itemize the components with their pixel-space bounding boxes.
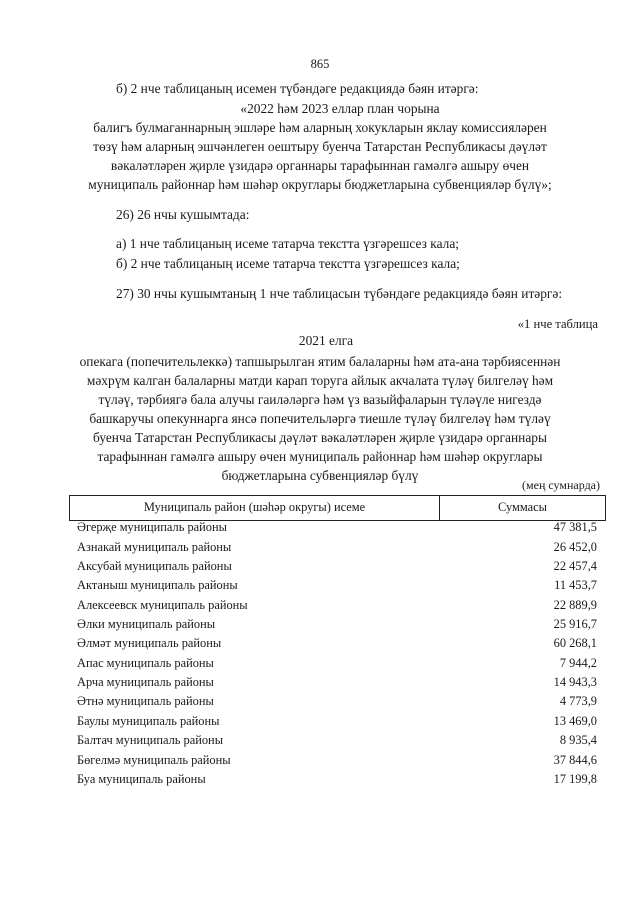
table-row-value: 13 469,0 xyxy=(553,714,597,728)
table-header xyxy=(69,495,606,521)
table1-title-line: опекага (попечительлеккә) тапшырылган ятим балаларны һәм ата-ана тәрбиясеннән xyxy=(79,354,561,369)
table1-title-line: башкаручы опекуннарга янсә попечительләргә тиешле түләү билгеләү һәм түләү xyxy=(89,411,551,426)
paragraph-b-intro: б) 2 нче таблицаның исемен түбәндәге редакциядә бәян итәргә: xyxy=(116,81,479,96)
table1-title-line: бюджетларына субвенцияләр бүлү xyxy=(221,468,419,483)
table-row-value: 26 452,0 xyxy=(553,540,597,554)
table-row-value: 47 381,5 xyxy=(553,520,597,534)
table2-title-line: «2022 һәм 2023 еллар план чорына xyxy=(240,101,440,116)
page-number: 865 xyxy=(310,57,330,71)
table-row-name: Буа муниципаль районы xyxy=(77,772,206,786)
table-row-name: Баулы муниципаль районы xyxy=(77,714,220,728)
table2-title-line: вәкаләтләрен җирле үзидарә органнары тарафыннан гамәлгә ашыру өчен xyxy=(110,158,530,173)
units-note: (мең сумнарда) xyxy=(522,478,600,492)
column-header-amount: Суммасы xyxy=(498,500,547,514)
item-26-b: б) 2 нче таблицаның исеме татарча текстта үзгәрешсез кала; xyxy=(116,256,460,271)
table-row-value: 25 916,7 xyxy=(553,617,597,631)
table-row-name: Аксубай муниципаль районы xyxy=(77,559,232,573)
table2-title-line: балигъ булмаганнарның эшләре һәм аларның хокукларын яклау комиссияләрен xyxy=(93,120,547,135)
table1-title-line: мәхрүм калган балаларны матди карап торуга айлык акчалата түләү билгеләү һәм xyxy=(86,373,554,388)
table-row-name: Апас муниципаль районы xyxy=(77,656,214,670)
table-row-value: 22 457,4 xyxy=(553,559,597,573)
table-row-value: 17 199,8 xyxy=(553,772,597,786)
table-row-value: 7 944,2 xyxy=(559,656,597,670)
table1-title-line: түләү, тәрбиягә бала алучы гаиләләргә һәм үз вазыйфаларын түләүле нигездә xyxy=(98,392,542,407)
table-row-value: 11 453,7 xyxy=(554,578,597,592)
table1-title-line: буенча Татарстан Республикасы дәүләт вәкаләтләрен җирле үзидарә органнары xyxy=(93,430,547,445)
table-row-name: Азнакай муниципаль районы xyxy=(77,540,232,554)
table-label: «1 нче таблица xyxy=(517,317,598,331)
table2-title-line: төзү һәм аларның эшчәнлеген оештыру буенча Татарстан Республикасы дәүләт xyxy=(93,139,547,154)
table-row-value: 14 943,3 xyxy=(553,675,597,689)
table-row-name: Әтнә муниципаль районы xyxy=(77,694,214,708)
table-row-name: Актаныш муниципаль районы xyxy=(77,578,238,592)
table-row-name: Әлмәт муниципаль районы xyxy=(77,636,222,650)
item-26: 26) 26 нчы кушымтада: xyxy=(116,207,250,222)
table-row-value: 60 268,1 xyxy=(553,636,597,650)
table-row-value: 22 889,9 xyxy=(553,598,597,612)
table-row-name: Әлки муниципаль районы xyxy=(77,617,216,631)
table-row-value: 37 844,6 xyxy=(553,753,597,767)
table1-title-line: тарафыннан гамәлгә ашыру өчен муниципаль районнар һәм шәһәр округлары xyxy=(97,449,543,464)
table2-title-line: муниципаль районнар һәм шәһәр округлары бюджетларына субвенцияләр бүлү»; xyxy=(88,177,552,192)
table-row-name: Бөгелмә муниципаль районы xyxy=(77,753,231,767)
table-row-name: Балтач муниципаль районы xyxy=(77,733,224,747)
table-row-name: Алексеевск муниципаль районы xyxy=(77,598,248,612)
year-heading: 2021 елга xyxy=(298,333,354,348)
table-row-name: Арча муниципаль районы xyxy=(77,675,214,689)
table-row-value: 8 935,4 xyxy=(559,733,597,747)
item-27: 27) 30 нчы кушымтаның 1 нче таблицасын түбәндәге редакциядә бәян итәргә: xyxy=(116,286,563,301)
table-row-name: Әгерҗе муниципаль районы xyxy=(77,520,227,534)
table-row-value: 4 773,9 xyxy=(559,694,597,708)
item-26-a: а) 1 нче таблицаның исеме татарча текстта үзгәрешсез кала; xyxy=(116,236,459,251)
column-header-name: Муниципаль район (шәһәр округы) исеме xyxy=(143,500,366,514)
